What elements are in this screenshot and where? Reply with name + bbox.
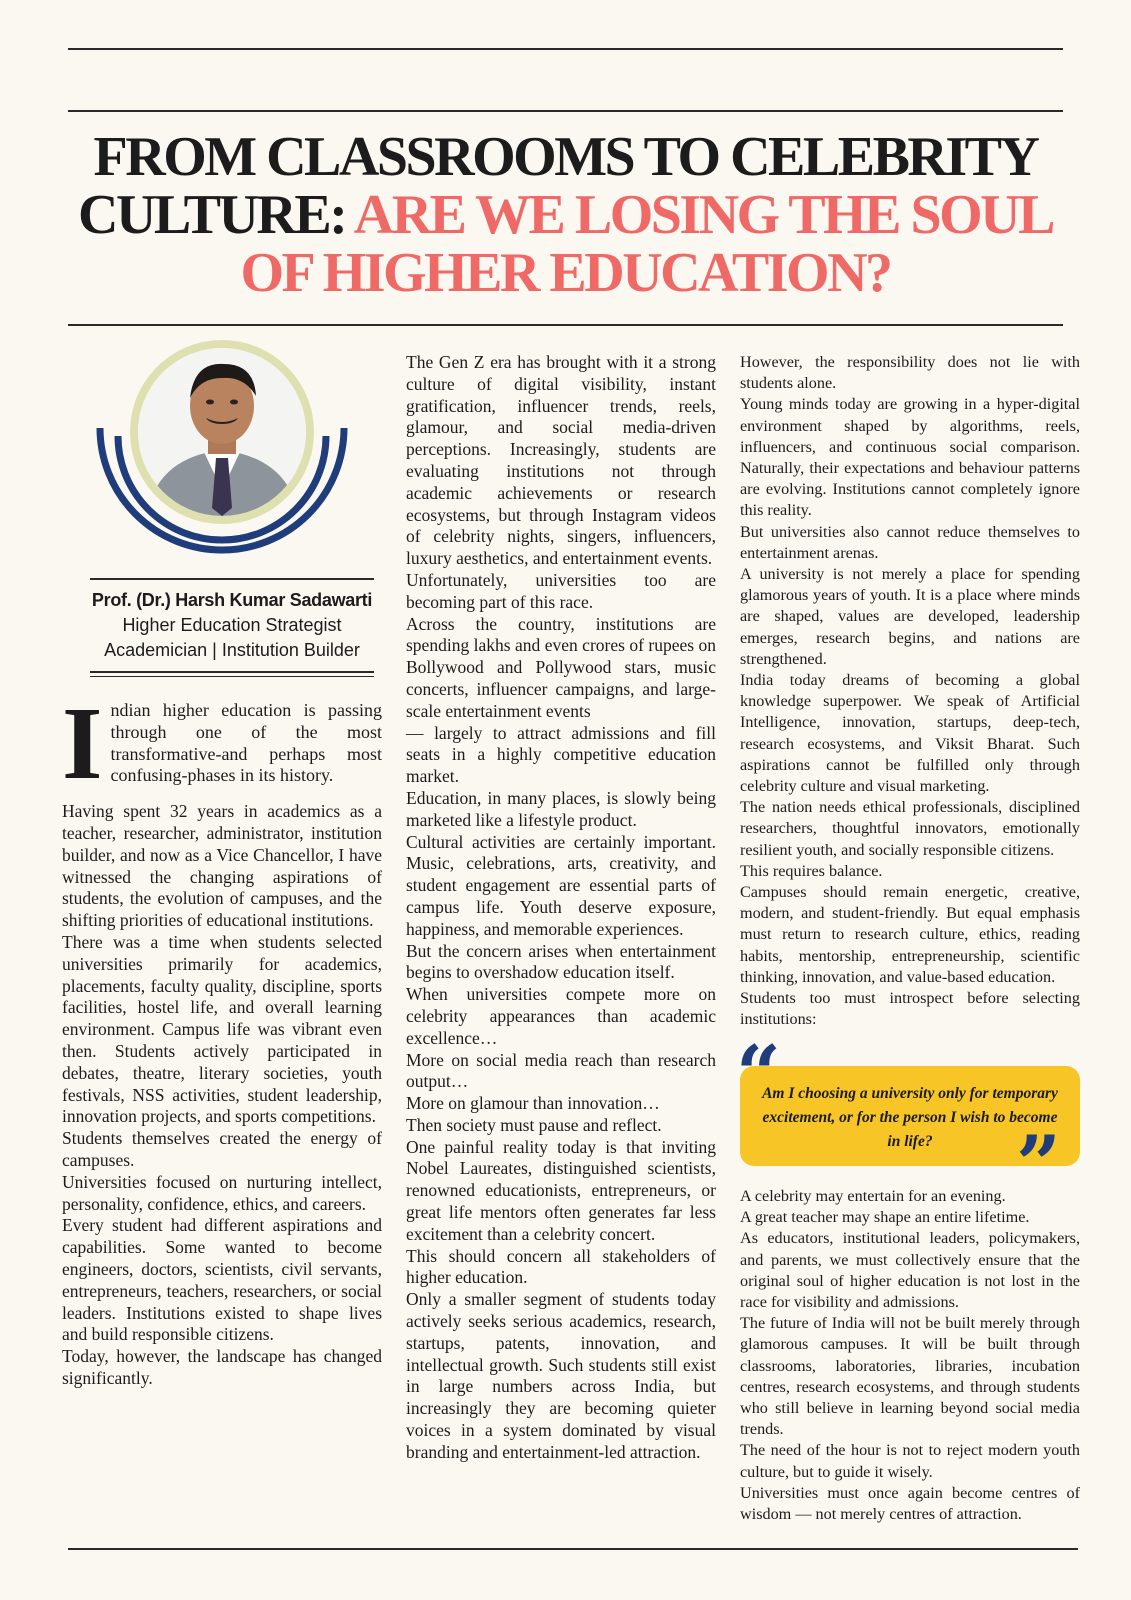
top-rule-2 <box>68 110 1063 112</box>
author-role-2: Academician | Institution Builder <box>104 640 360 660</box>
paragraph: — largely to attract admissions and fill seats in a highly competitive education market. <box>406 722 716 787</box>
paragraph: Students themselves created the energy of campuses. <box>62 1128 382 1170</box>
paragraph: Cultural activities are certainly important. Music, celebrations, arts, creativity, and student engagement are essential parts of campus life. Youth deserve exposure, happiness, and memorable experiences. <box>406 831 716 939</box>
paragraph: The future of India will not be built merely through glamorous campuses. It will be built through classrooms, laboratories, libraries, incubation centres, research ecosystems, and through students who still believe in learning beyond social media trends. <box>740 1314 1080 1439</box>
paragraph: But the concern arises when entertainment begins to overshadow education itself. <box>406 940 716 983</box>
drop-cap: I <box>62 686 103 801</box>
article-title <box>40 128 1091 302</box>
paragraph: Universities focused on nurturing intellect, personality, confidence, ethics, and careers. <box>62 1171 382 1214</box>
column-3 <box>740 352 1080 1031</box>
paragraph: Young minds today are growing in a hyper-digital environment shaped by algorithms, reels, influencers, and continuous social comparison. Naturally, their expectations and behaviour patterns are evolving. Institutions cannot completely ignore this reality. <box>740 395 1080 520</box>
paragraph: Campuses should remain energetic, creative, modern, and student-friendly. But equal emphasis must return to research culture, ethics, reading habits, mentorship, entrepreneurship, scientific thinking, innovation, and value-based education. <box>740 883 1080 986</box>
title-line-2-red: ARE WE LOSING THE SOUL <box>353 184 1053 246</box>
bottom-rule <box>68 1548 1078 1550</box>
paragraph: A university is not merely a place for spending glamorous years of youth. It is a place where minds are shaped, values are developed, leadership emerges, research begins, and nations are strengthened. <box>740 565 1080 668</box>
paragraph: There was a time when students selected universities primarily for academics, placements, faculty quality, discipline, sports facilities, hostel life, and overall learning environment. Campus life was vibrant even then. Students actively participated in debates, theatre, literary societies, youth festivals, NSS activities, student leadership, innovation projects, and sports competitions. <box>62 931 382 1127</box>
column-1 <box>62 686 382 1390</box>
paragraph: A great teacher may shape an entire lifetime. <box>740 1208 1030 1227</box>
author-role-1: Higher Education Strategist <box>122 615 342 635</box>
paragraph: Having spent 32 years in academics as a teacher, researcher, administrator, institution builder, and now as a Vice Chancellor, I have witnessed the changing aspirations of students, the evolution of campuses, and the shifting priorities of educational institutions. <box>62 801 382 931</box>
title-line-2-black: CULTURE: <box>78 184 354 246</box>
author-portrait <box>94 340 350 570</box>
paragraph: Then society must pause and reflect. <box>406 1114 662 1135</box>
lead-paragraph <box>62 686 382 801</box>
paragraph: Only a smaller segment of students today actively seeks serious academics, research, startups, patents, innovation, and intellectual growth. Such students still exist in large numbers across India, but increasingly they are becoming quieter voices in a system dominated by visual branding and entertainment-led attraction. <box>406 1289 716 1462</box>
title-bottom-rule <box>68 324 1063 326</box>
pull-quote-text: Am I choosing a university only for temporary excitement, or for the person I wish to become in life? <box>762 1085 1058 1150</box>
byline-bottom-rule-thin <box>90 676 374 677</box>
paragraph: This requires balance. <box>740 861 883 880</box>
paragraph: This should concern all stakeholders of higher education. <box>406 1245 716 1288</box>
paragraph: India today dreams of becoming a global knowledge superpower. We speak of Artificial Intelligence, innovation, startups, deep-tech, research ecosystems, and Viksit Bharat. Such aspirations cannot be fulfilled only through celebrity culture and visual marketing. <box>740 671 1080 796</box>
paragraph: Across the country, institutions are spending lakhs and even crores of rupees on Bollywood and Pollywood stars, music concerts, influencer campaigns, and large-scale entertainment events <box>406 613 716 721</box>
author-byline <box>90 578 374 677</box>
byline-top-rule <box>90 578 374 580</box>
paragraph: More on glamour than innovation… <box>406 1093 660 1114</box>
paragraph: Unfortunately, universities too are becoming part of this race. <box>406 569 716 612</box>
paragraph: Education, in many places, is slowly being marketed like a lifestyle product. <box>406 787 716 830</box>
paragraph: The need of the hour is not to reject modern youth culture, but to guide it wisely. <box>740 1441 1080 1481</box>
column-2 <box>406 352 716 1464</box>
paragraph: More on social media reach than research output… <box>406 1049 716 1092</box>
column-3-continued <box>740 1186 1080 1525</box>
paragraph: Students too must introspect before selecting institutions: <box>740 989 1080 1029</box>
author-name: Prof. (Dr.) Harsh Kumar Sadawarti <box>91 590 373 610</box>
paragraph: One painful reality today is that inviting Nobel Laureates, distinguished scientists, renowned educationists, entrepreneurs, or great life mentors often generates far less excitement than a celebrity concert. <box>406 1136 716 1244</box>
paragraph: As educators, institutional leaders, policymakers, and parents, we must collectively ensure that the original soul of higher education is not lost in the race for visibility and admissions. <box>740 1229 1080 1312</box>
open-quote-icon: “ <box>736 1029 781 1120</box>
title-line-1: FROM CLASSROOMS TO CELEBRITY <box>93 126 1038 188</box>
paragraph: The Gen Z era has brought with it a strong culture of digital visibility, instant gratification, influencer trends, reels, glamour, and social media-driven perceptions. Increasingly, students are evaluating institutions not through academic achievements or research ecosystems, but through Instagram videos of celebrity nights, singers, influencers, luxury aesthetics, and entertainment events. <box>406 352 716 569</box>
paragraph: Today, however, the landscape has changed significantly. <box>62 1346 382 1388</box>
lead-text: ndian higher education is passing through one of the most transformative-and perhaps most confusing-phases in its history. <box>110 700 382 786</box>
paragraph: A celebrity may entertain for an evening. <box>740 1187 1006 1205</box>
byline-bottom-rule <box>90 671 374 673</box>
paragraph: Universities must once again become centres of wisdom — not merely centres of attraction. <box>740 1483 1080 1524</box>
paragraph: But universities also cannot reduce themselves to entertainment arenas. <box>740 522 1080 562</box>
top-rule-1 <box>68 48 1063 50</box>
close-quote-icon: ” <box>1016 1119 1061 1210</box>
title-line-3-red: OF HIGHER EDUCATION? <box>240 242 891 304</box>
paragraph: The nation needs ethical professionals, disciplined researchers, thoughtful innovators, emotionally resilient youth, and socially responsible citizens. <box>740 798 1080 859</box>
paragraph: Every student had different aspirations and capabilities. Some wanted to become engineers, doctors, scientists, civil servants, entrepreneurs, teachers, researchers, or social leaders. Institutions existed to shape lives and build responsible citizens. <box>62 1215 382 1345</box>
paragraph: However, the responsibility does not lie with students alone. <box>740 353 1080 393</box>
paragraph: When universities compete more on celebrity appearances than academic excellence… <box>406 984 716 1048</box>
